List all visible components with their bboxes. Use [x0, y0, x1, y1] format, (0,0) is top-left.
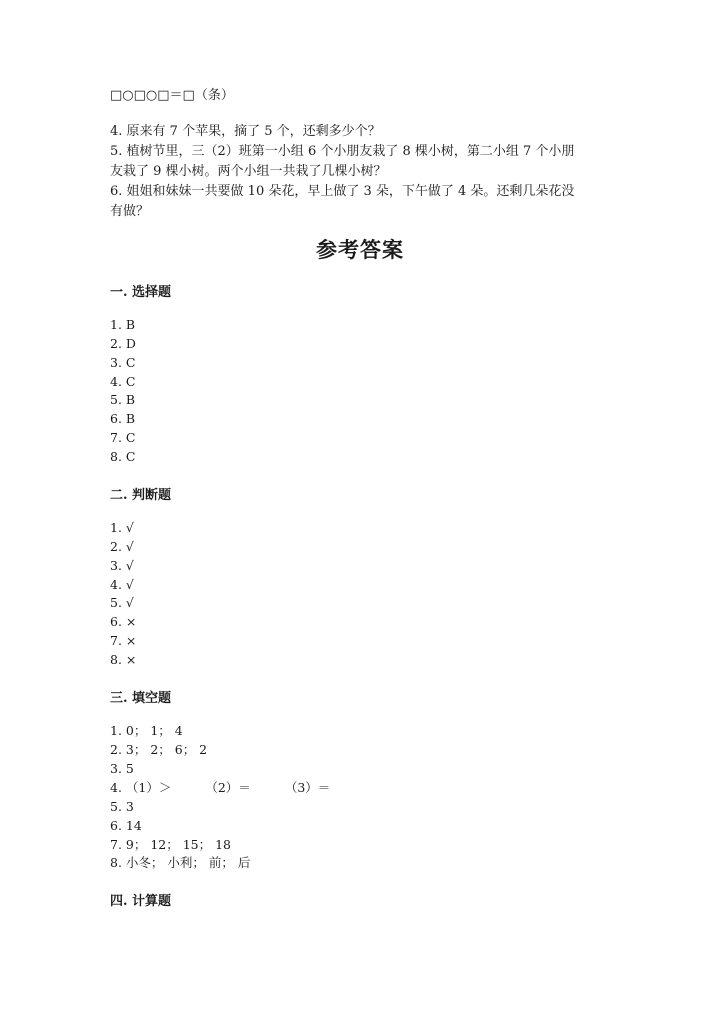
answer-item-4: [110, 779, 330, 797]
answer-item: 1. 0； 1； 4: [110, 723, 183, 738]
answer-item: 1. √: [110, 520, 134, 535]
answer-item: 2. 3； 2； 6； 2: [110, 742, 208, 757]
answer-item: 6. B: [110, 411, 136, 426]
question-5-line-1: 5. 植树节里，三（2）班第一小组 6 个小朋友栽了 8 棵小树，第二小组 7 个小朋: [110, 144, 575, 159]
answer-item: 4. √: [110, 577, 134, 592]
answer-item: 4. C: [110, 374, 136, 389]
answer-item: 5. 3: [110, 799, 134, 814]
answer-item: 7. C: [110, 430, 136, 445]
answers-title: 参考答案: [316, 237, 404, 262]
answer-item: 8. 小冬； 小利； 前； 后: [110, 855, 251, 870]
answer-item: 7. ×: [110, 633, 137, 648]
answer-item: 3. C: [110, 355, 136, 370]
section-heading-calculation: 四. 计算题: [110, 894, 172, 909]
answer-item: 8. ×: [110, 652, 137, 667]
section-heading-judgement: 二. 判断题: [110, 488, 172, 503]
answer-item: 2. √: [110, 539, 134, 554]
question-6-line-2: 有做？: [110, 204, 150, 219]
answer-item: 2. D: [110, 336, 136, 351]
section-heading-choice: 一. 选择题: [110, 285, 172, 300]
answer-item: 3. 5: [110, 761, 134, 776]
answer-item-4-part-2: （2）＝: [205, 780, 251, 795]
question-6-line-1: 6. 姐姐和妹妹一共要做 10 朵花，早上做了 3 朵，下午做了 4 朵。还剩几朵花没: [110, 184, 575, 199]
answer-item: 8. C: [110, 449, 136, 464]
answer-item: 5. √: [110, 595, 134, 610]
answer-item: 6. ×: [110, 614, 137, 629]
formula-line: □○□○□＝□（条）: [110, 88, 234, 103]
section-heading-fill-blank: 三. 填空题: [110, 691, 172, 706]
answer-item-4-part-1: 4. （1）＞: [110, 780, 172, 795]
answer-item-4-part-3: （3）＝: [284, 780, 331, 795]
question-5-line-2: 友栽了 9 棵小树。两个小组一共栽了几棵小树？: [110, 164, 387, 179]
answer-item: 3. √: [110, 558, 134, 573]
question-4: 4. 原来有 7 个苹果，摘了 5 个，还剩多少个？: [110, 124, 381, 139]
answer-item: 6. 14: [110, 818, 142, 833]
answer-item: 1. B: [110, 317, 136, 332]
answer-item: 7. 9； 12； 15； 18: [110, 837, 231, 852]
answer-item: 5. B: [110, 392, 136, 407]
